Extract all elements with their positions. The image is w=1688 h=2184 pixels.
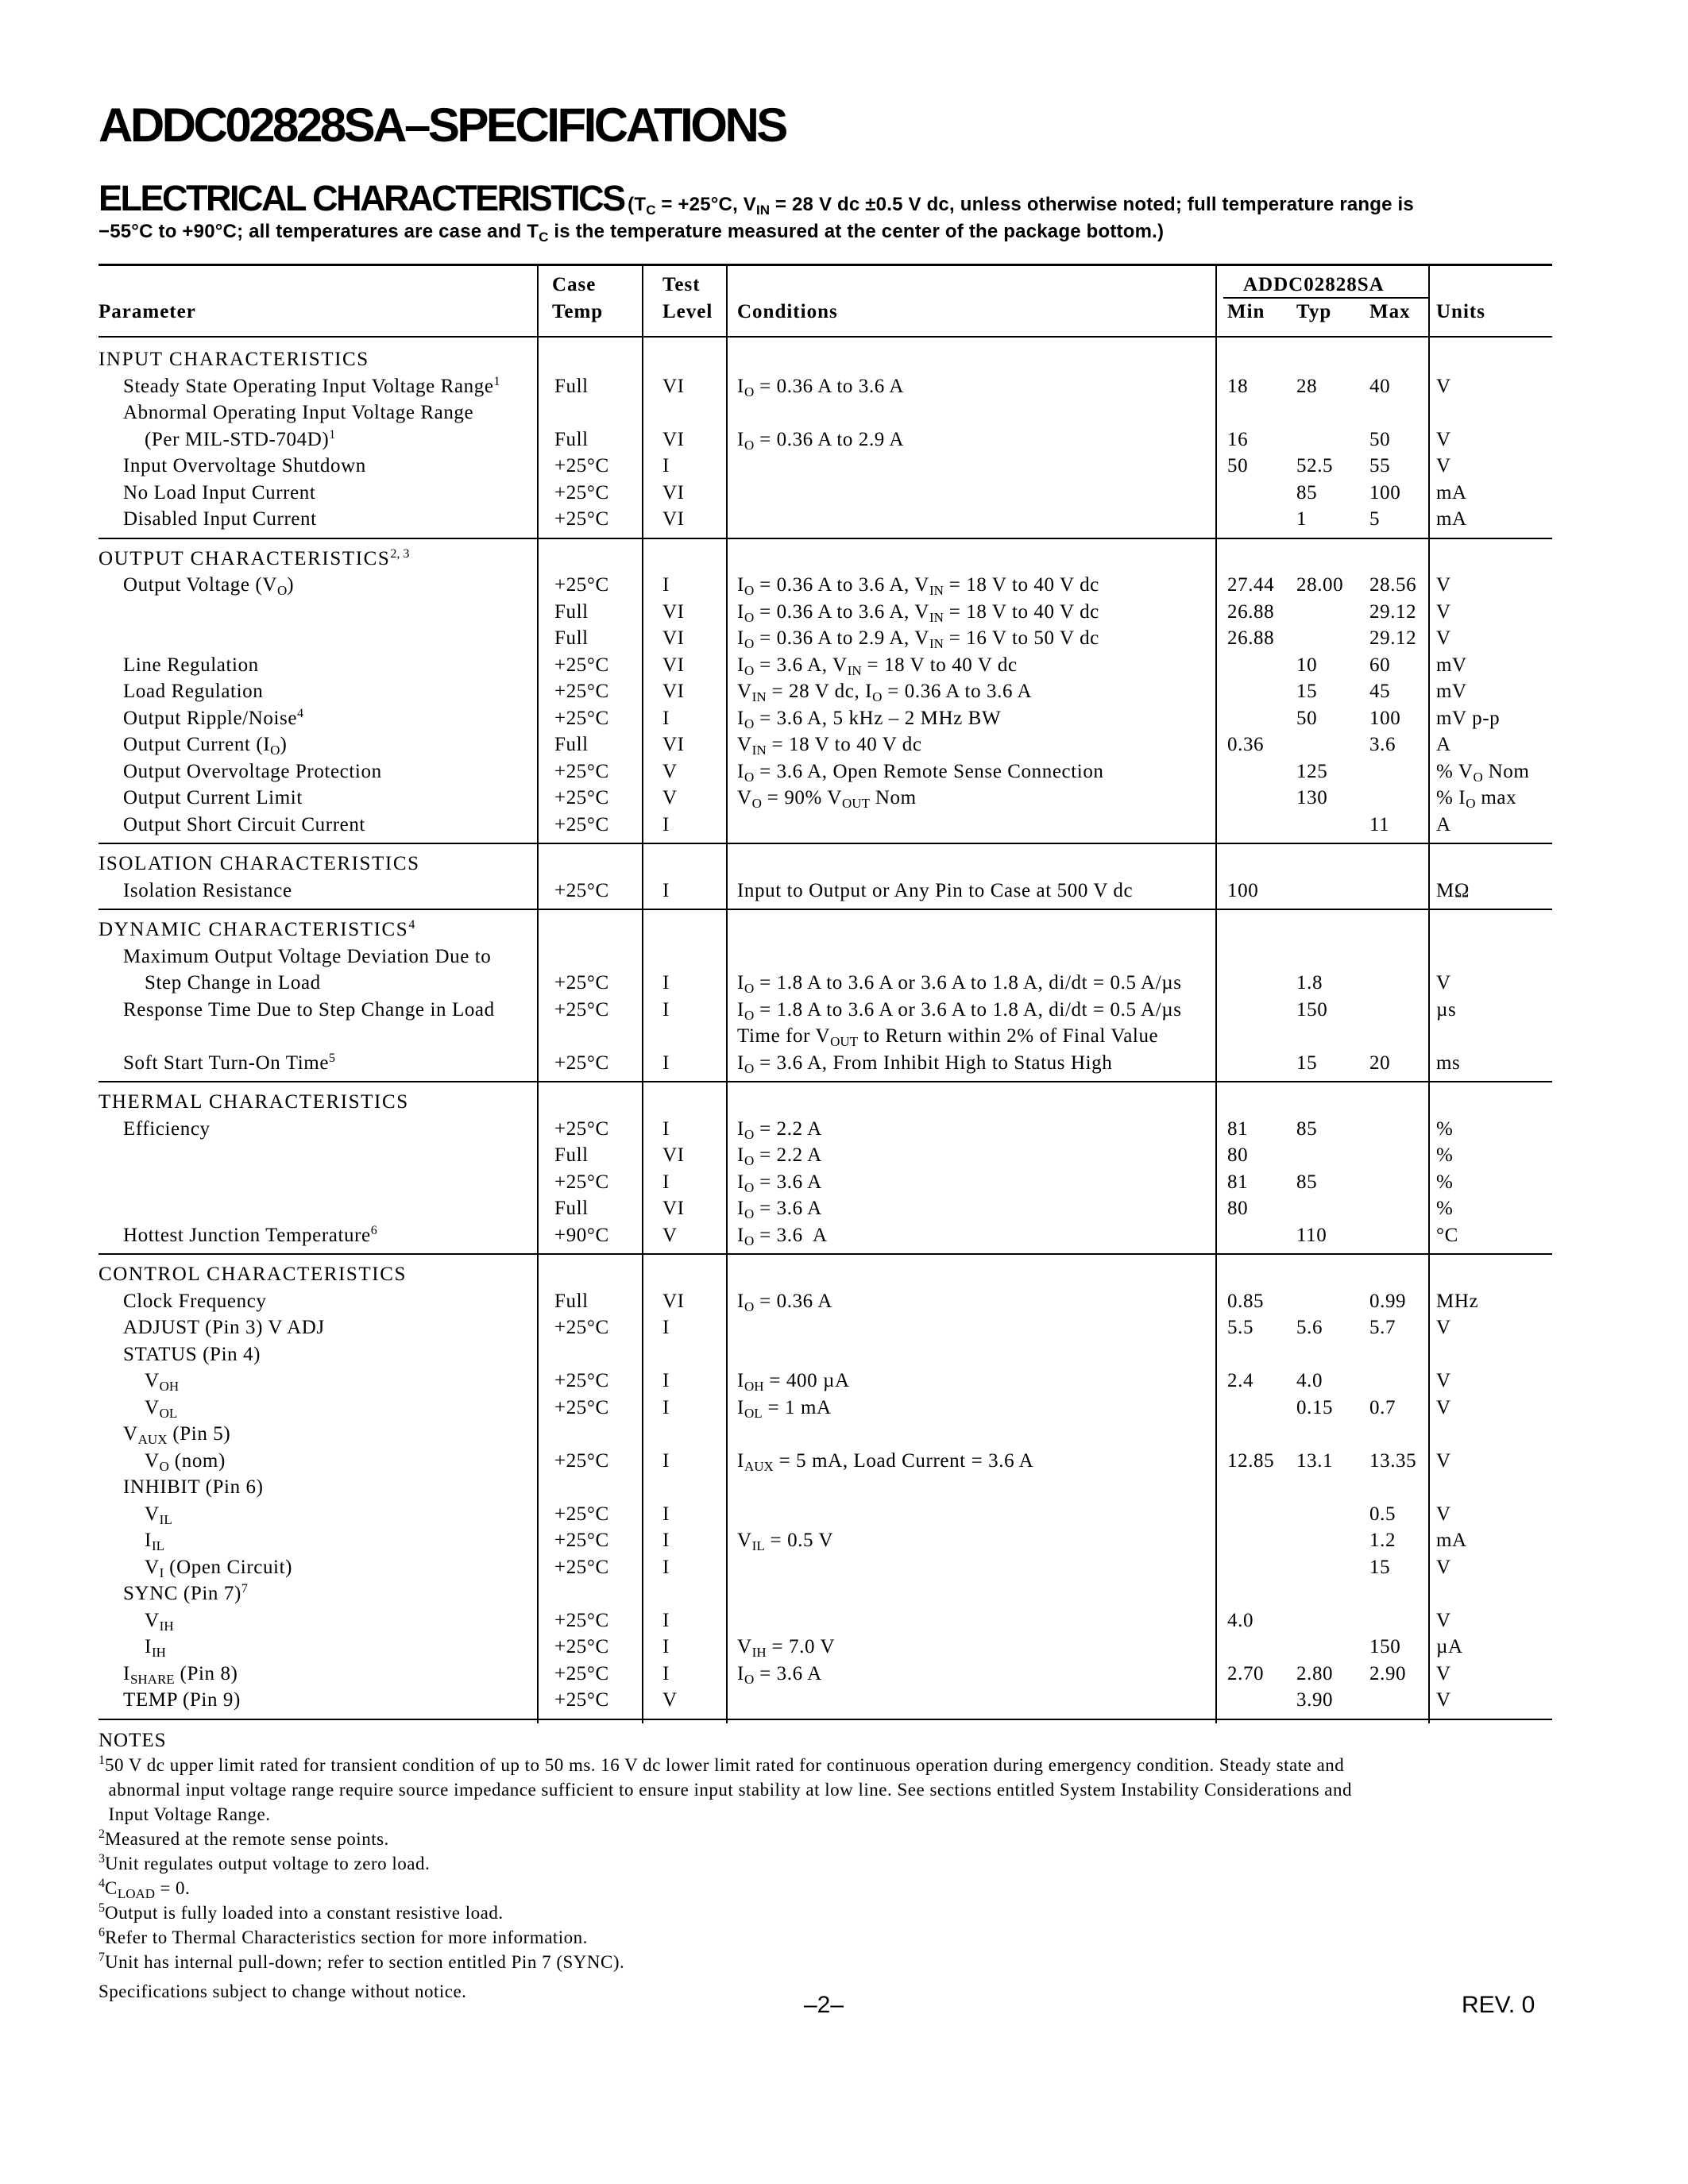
units: A (1436, 734, 1451, 755)
units: µA (1436, 1636, 1463, 1657)
param-label: $V_O$ (nom) (145, 1449, 226, 1474)
units: mV p-p (1436, 707, 1501, 729)
col-header-max: Max (1369, 301, 1411, 322)
param-label: Output Overvoltage Protection (123, 760, 382, 782)
case-temp: +25°C (554, 1636, 609, 1657)
case-temp: +25°C (554, 1556, 609, 1578)
case-temp: +25°C (554, 1449, 609, 1472)
param-label: Disabled Input Current (123, 508, 317, 530)
units: V (1436, 455, 1451, 477)
test-level: I (662, 1171, 670, 1193)
param-label: Maximum Output Voltage Deviation Due to (123, 945, 492, 967)
max-value: 5 (1369, 508, 1381, 530)
note-item: $^6$Refer to Thermal Characteristics section for more information. (98, 1926, 588, 1947)
param-label: Response Time Due to Step Change in Load (123, 998, 495, 1021)
typ-value: 13.1 (1296, 1449, 1334, 1472)
min-value: 0.36 (1227, 734, 1265, 755)
units: V (1436, 1689, 1451, 1711)
test-level: I (662, 707, 670, 729)
header-bottom-rule (98, 336, 1552, 338)
max-value: 28.56 (1369, 574, 1417, 596)
case-temp: Full (554, 375, 589, 397)
case-temp: Full (554, 627, 589, 649)
max-value: 100 (1369, 481, 1401, 504)
typ-value: 10 (1296, 654, 1318, 676)
test-level: VI (662, 734, 685, 755)
conditions: $V_{IN} = 28$ V dc, $I_O = 0.36$ A to 3.6 A (737, 681, 1033, 704)
col-header-units: Units (1436, 301, 1485, 322)
param-label: $V_{IH}$ (145, 1609, 174, 1634)
max-value: 29.12 (1369, 627, 1417, 649)
param-label: Hottest Junction Temperature$^6$ (123, 1223, 377, 1246)
conditions: $I_{AUX} = 5$ mA, Load Current = 3.6 A (737, 1449, 1034, 1474)
param-label: Clock Frequency (123, 1290, 267, 1312)
test-level: I (662, 1556, 670, 1578)
typ-value: 3.90 (1296, 1689, 1334, 1711)
typ-value: 85 (1296, 481, 1318, 504)
min-value: 80 (1227, 1144, 1249, 1166)
conditions: $I_{OH} = 400$ µA (737, 1370, 850, 1394)
case-temp: +25°C (554, 1503, 609, 1525)
units: V (1436, 1556, 1451, 1578)
test-level: VI (662, 627, 685, 649)
max-value: 11 (1369, 813, 1390, 835)
conditions: $V_O = 90\%$ $V_{OUT}$ Nom (737, 787, 917, 811)
conditions: $V_{IL} = 0.5$ V (737, 1530, 834, 1553)
conditions: $I_O = 2.2$ A (737, 1144, 822, 1168)
typ-value: 110 (1296, 1224, 1327, 1246)
typ-value: 15 (1296, 681, 1318, 702)
test-level: V (662, 1689, 678, 1711)
units: A (1436, 813, 1451, 835)
units: mA (1436, 481, 1467, 504)
case-temp: Full (554, 734, 589, 755)
test-level: I (662, 1370, 670, 1391)
param-label: Abnormal Operating Input Voltage Range (123, 402, 474, 423)
test-level: VI (662, 1290, 685, 1312)
case-temp: +25°C (554, 1396, 609, 1418)
case-temp: +25°C (554, 1530, 609, 1551)
max-value: 20 (1369, 1051, 1391, 1074)
units: V (1436, 1662, 1451, 1684)
param-label: $I_{SHARE}$ (Pin 8) (123, 1662, 238, 1687)
conditions: $I_{OL} = 1$ mA (737, 1396, 832, 1421)
case-temp: Full (554, 1144, 589, 1166)
param-label: Output Current Limit (123, 787, 303, 808)
section-title: OUTPUT CHARACTERISTICS$^{2, 3}$ (98, 546, 410, 569)
conditions: $I_O = 3.6$ A (737, 1171, 822, 1195)
min-value: 16 (1227, 428, 1249, 450)
typ-value: 28.00 (1296, 574, 1344, 596)
conditions: $I_O = 3.6$ A, From Inhibit High to Status High (737, 1051, 1113, 1076)
col-header-parameter: Parameter (98, 301, 196, 322)
units: MΩ (1436, 879, 1470, 901)
max-value: 150 (1369, 1636, 1401, 1657)
test-level: V (662, 1224, 678, 1246)
typ-value: 28 (1296, 375, 1318, 397)
case-temp: +25°C (554, 1689, 609, 1711)
units: V (1436, 627, 1451, 649)
case-temp: +25°C (554, 1117, 609, 1140)
note-item: $^4C_{LOAD} = 0$. (98, 1877, 191, 1901)
conditions: $I_O = 0.36$ A to 2.9 A, $V_{IN} = 16$ V to 50 V dc (737, 627, 1099, 651)
case-temp: +25°C (554, 998, 609, 1021)
section-divider (98, 1253, 1552, 1255)
min-value: 18 (1227, 375, 1249, 397)
test-level: I (662, 1051, 670, 1074)
min-value: 2.70 (1227, 1662, 1265, 1684)
column-divider (726, 265, 728, 1723)
param-label: $V_I$ (Open Circuit) (145, 1556, 293, 1580)
units: V (1436, 600, 1451, 623)
min-value: 100 (1227, 879, 1259, 901)
col-header-min: Min (1227, 301, 1265, 322)
section-divider (98, 1719, 1552, 1720)
case-temp: Full (554, 600, 589, 623)
test-level: VI (662, 1144, 685, 1166)
test-level: VI (662, 428, 685, 450)
units: V (1436, 1449, 1451, 1472)
column-divider (537, 265, 539, 1723)
max-value: 50 (1369, 428, 1391, 450)
min-value: 81 (1227, 1171, 1249, 1193)
param-label: Step Change in Load (145, 972, 321, 994)
param-label: Load Regulation (123, 681, 264, 702)
test-level: I (662, 1636, 670, 1657)
test-level: I (662, 1396, 670, 1418)
case-temp: +25°C (554, 1609, 609, 1631)
conditions: $I_O = 2.2$ A (737, 1117, 822, 1142)
section-divider (98, 909, 1552, 910)
min-value: 26.88 (1227, 600, 1275, 623)
param-label: $V_{AUX}$ (Pin 5) (123, 1423, 231, 1447)
typ-value: 150 (1296, 998, 1328, 1021)
conditions: $I_O = 3.6$ A (737, 1198, 822, 1221)
col-header-case: Temp (552, 301, 604, 322)
max-value: 2.90 (1369, 1662, 1407, 1684)
conditions: $I_O = 1.8$ A to 3.6 A or 3.6 A to 1.8 A, di/dt = 0.5 A/µs (737, 972, 1182, 996)
note-item: $^3$Unit regulates output voltage to zero load. (98, 1852, 431, 1873)
param-label: Output Voltage $(V_O)$ (123, 574, 295, 598)
max-value: 55 (1369, 455, 1391, 477)
col-header-level: Test (662, 274, 701, 295)
case-temp: +25°C (554, 972, 609, 994)
param-label: Output Current $(I_O)$ (123, 734, 288, 758)
min-value: 2.4 (1227, 1370, 1254, 1391)
units: V (1436, 972, 1451, 994)
max-value: 5.7 (1369, 1317, 1396, 1338)
case-temp: +25°C (554, 1051, 609, 1074)
case-temp: +25°C (554, 574, 609, 596)
disclaimer: Specifications subject to change without notice. (98, 1981, 467, 2001)
test-level: I (662, 813, 670, 835)
note-item: $^7$Unit has internal pull-down; refer to section entitled Pin 7 (SYNC). (98, 1951, 625, 1972)
test-level: I (662, 1530, 670, 1551)
col-header-level: Level (662, 301, 713, 322)
units: % (1436, 1171, 1454, 1193)
test-level: I (662, 1317, 670, 1338)
units: V (1436, 1609, 1451, 1631)
units: µs (1436, 998, 1457, 1021)
param-label: ADJUST (Pin 3) V ADJ (123, 1317, 325, 1338)
section-title: INPUT CHARACTERISTICS (98, 349, 369, 370)
case-temp: +25°C (554, 1171, 609, 1193)
conditions: $I_O = 3.6$ A, Open Remote Sense Connection (737, 760, 1104, 785)
param-label: Input Overvoltage Shutdown (123, 455, 366, 477)
conditions: $I_O = 3.6$ A (737, 1224, 828, 1248)
param-label: $V_{OL}$ (145, 1396, 178, 1421)
typ-value: 4.0 (1296, 1370, 1323, 1391)
test-level: I (662, 972, 670, 994)
param-label: Output Short Circuit Current (123, 813, 365, 835)
typ-value: 15 (1296, 1051, 1318, 1074)
test-conditions-line2: −55°C to +90°C; all temperatures are case and $T_C$ is the temperature measured at the center of the package bottom.) (98, 221, 1165, 245)
max-value: 0.7 (1369, 1396, 1396, 1418)
typ-value: 1 (1296, 508, 1308, 530)
test-level: VI (662, 600, 685, 623)
note-item: $^1$50 V dc upper limit rated for transient condition of up to 50 ms. 16 V dc lower limit rated for continuous operation during emergency condition. Steady state and abnormal input voltage range require source impedance sufficient to ensure input stability at low line. See sections entitled System Instability Considerations and Input Voltage Range. (98, 1754, 1352, 1824)
max-value: 29.12 (1369, 600, 1417, 623)
case-temp: Full (554, 1198, 589, 1219)
units: V (1436, 1396, 1451, 1418)
case-temp: +25°C (554, 707, 609, 729)
section-title: ELECTRICAL CHARACTERISTICS (98, 178, 624, 218)
conditions: $I_O = 1.8$ A to 3.6 A or 3.6 A to 1.8 A, di/dt = 0.5 A/µs (737, 998, 1182, 1023)
param-label: TEMP (Pin 9) (123, 1689, 241, 1711)
max-value: 0.5 (1369, 1503, 1396, 1525)
col-header-typ: Typ (1296, 301, 1332, 322)
typ-value: 2.80 (1296, 1662, 1334, 1684)
case-temp: +25°C (554, 681, 609, 702)
units: % (1436, 1144, 1454, 1166)
table-top-rule (98, 264, 1552, 266)
units: V (1436, 574, 1451, 596)
note-item: $^5$Output is fully loaded into a constant resistive load. (98, 1901, 504, 1923)
test-level: VI (662, 375, 685, 397)
section-title: THERMAL CHARACTERISTICS (98, 1091, 409, 1113)
case-temp: Full (554, 428, 589, 450)
typ-value: 85 (1296, 1171, 1318, 1193)
units: % (1436, 1117, 1454, 1140)
min-value: 5.5 (1227, 1317, 1254, 1338)
case-temp: +90°C (554, 1224, 609, 1246)
typ-value: 85 (1296, 1117, 1318, 1140)
units: V (1436, 1503, 1451, 1525)
typ-value: 50 (1296, 707, 1318, 729)
section-title: DYNAMIC CHARACTERISTICS$^4$ (98, 918, 415, 940)
test-level: I (662, 1503, 670, 1525)
conditions: Time for $V_{OUT}$ to Return within 2% of Final Value (737, 1025, 1159, 1049)
case-temp: +25°C (554, 813, 609, 835)
param-label: Line Regulation (123, 654, 259, 676)
typ-value: 130 (1296, 787, 1328, 808)
units: % (1436, 1198, 1454, 1219)
test-level: I (662, 455, 670, 477)
min-value: 0.85 (1227, 1290, 1265, 1312)
page-number: –2– (804, 1992, 844, 2018)
units: V (1436, 375, 1451, 397)
test-level: V (662, 760, 678, 782)
max-value: 60 (1369, 654, 1391, 676)
conditions: $I_O = 0.36$ A (737, 1290, 832, 1314)
conditions: $V_{IN} = 18$ V to 40 V dc (737, 734, 922, 758)
units: V (1436, 1370, 1451, 1391)
max-value: 40 (1369, 375, 1391, 397)
test-level: V (662, 787, 678, 808)
param-label: INHIBIT (Pin 6) (123, 1476, 264, 1498)
column-divider (1428, 265, 1430, 1723)
conditions: $I_O = 0.36$ A to 2.9 A (737, 428, 905, 453)
min-value: 50 (1227, 455, 1249, 477)
conditions: $I_O = 3.6$ A, $V_{IN} = 18$ V to 40 V dc (737, 654, 1018, 678)
test-level: I (662, 1609, 670, 1631)
max-value: 45 (1369, 681, 1391, 702)
case-temp: +25°C (554, 787, 609, 808)
units: % $V_O$ Nom (1436, 760, 1530, 785)
case-temp: +25°C (554, 481, 609, 504)
param-label: Soft Start Turn-On Time$^5$ (123, 1051, 336, 1074)
conditions: $V_{IH} = 7.0$ V (737, 1636, 836, 1660)
column-divider (1215, 265, 1217, 1723)
test-conditions-line1: ($T_C = +25^\circ C$, $V_{IN} = 28$ V dc ±0.5 V dc, unless otherwise noted; full temperature range is (628, 194, 1414, 218)
max-value: 3.6 (1369, 734, 1396, 755)
units: % $I_O$ max (1436, 787, 1517, 811)
notes-heading: NOTES (98, 1730, 167, 1751)
test-level: I (662, 1662, 670, 1684)
test-level: I (662, 879, 670, 901)
typ-value: 1.8 (1296, 972, 1323, 994)
units: mV (1436, 654, 1467, 676)
test-level: I (662, 1449, 670, 1472)
param-label: Isolation Resistance (123, 879, 292, 901)
test-level: I (662, 998, 670, 1021)
param-label: (Per MIL-STD-704D)$^1$ (145, 427, 336, 450)
param-label: SYNC (Pin 7)$^7$ (123, 1582, 248, 1604)
min-value: 4.0 (1227, 1609, 1254, 1631)
test-level: VI (662, 1198, 685, 1219)
page-title: ADDC02828SA–SPECIFICATIONS (98, 98, 786, 152)
conditions: $I_O = 0.36$ A to 3.6 A, $V_{IN} = 18$ V to 40 V dc (737, 600, 1099, 625)
units: mA (1436, 508, 1467, 530)
col-header-conditions: Conditions (737, 301, 838, 322)
section-heading (98, 178, 1552, 243)
min-value: 27.44 (1227, 574, 1275, 596)
min-value: 80 (1227, 1198, 1249, 1219)
param-label: $I_{IH}$ (145, 1636, 166, 1660)
typ-value: 0.15 (1296, 1396, 1334, 1418)
param-label: Output Ripple/Noise$^4$ (123, 706, 304, 729)
test-level: I (662, 1117, 670, 1140)
param-label: No Load Input Current (123, 481, 316, 504)
section-title: ISOLATION CHARACTERISTICS (98, 853, 420, 874)
test-level: VI (662, 481, 685, 504)
section-divider (98, 1081, 1552, 1082)
max-value: 1.2 (1369, 1530, 1396, 1551)
col-header-case: Case (552, 274, 597, 295)
param-label: STATUS (Pin 4) (123, 1343, 261, 1365)
section-title: CONTROL CHARACTERISTICS (98, 1264, 407, 1285)
min-value: 26.88 (1227, 627, 1275, 649)
param-label: Efficiency (123, 1117, 211, 1140)
case-temp: +25°C (554, 760, 609, 782)
test-level: I (662, 574, 670, 596)
typ-value: 5.6 (1296, 1317, 1323, 1338)
conditions: $I_O = 0.36$ A to 3.6 A, $V_{IN} = 18$ V to 40 V dc (737, 574, 1099, 598)
revision: REV. 0 (1462, 1992, 1535, 2018)
case-temp: +25°C (554, 455, 609, 477)
test-level: VI (662, 681, 685, 702)
case-temp: +25°C (554, 654, 609, 676)
max-value: 0.99 (1369, 1290, 1407, 1312)
units: °C (1436, 1224, 1458, 1246)
param-label: Steady State Operating Input Voltage Range$^1$ (123, 374, 500, 397)
case-temp: +25°C (554, 879, 609, 901)
max-value: 15 (1369, 1556, 1391, 1578)
param-label: $I_{IL}$ (145, 1530, 164, 1553)
notes (98, 1728, 1552, 2004)
case-temp: Full (554, 1290, 589, 1312)
section-divider (98, 538, 1552, 539)
conditions: $I_O = 3.6$ A, 5 kHz – 2 MHz BW (737, 707, 1002, 731)
units: mV (1436, 681, 1467, 702)
units: V (1436, 428, 1451, 450)
case-temp: +25°C (554, 508, 609, 530)
conditions: $I_O = 3.6$ A (737, 1662, 822, 1687)
note-item: $^2$Measured at the remote sense points. (98, 1827, 389, 1849)
param-label: $V_{OH}$ (145, 1370, 180, 1394)
units: ms (1436, 1051, 1461, 1074)
test-level: VI (662, 508, 685, 530)
section-divider (98, 843, 1552, 844)
column-divider (642, 265, 643, 1723)
units: mA (1436, 1530, 1467, 1551)
part-header-underline (1223, 297, 1428, 299)
units: MHz (1436, 1290, 1479, 1312)
max-value: 100 (1369, 707, 1401, 729)
col-header-part: ADDC02828SA (1243, 274, 1385, 295)
typ-value: 52.5 (1296, 455, 1334, 477)
case-temp: +25°C (554, 1370, 609, 1391)
typ-value: 125 (1296, 760, 1328, 782)
min-value: 12.85 (1227, 1449, 1275, 1472)
conditions: Input to Output or Any Pin to Case at 500 V dc (737, 879, 1134, 901)
case-temp: +25°C (554, 1317, 609, 1338)
test-level: VI (662, 654, 685, 676)
case-temp: +25°C (554, 1662, 609, 1684)
min-value: 81 (1227, 1117, 1249, 1140)
units: V (1436, 1317, 1451, 1338)
conditions: $I_O = 0.36$ A to 3.6 A (737, 375, 905, 399)
param-label: $V_{IL}$ (145, 1503, 172, 1527)
max-value: 13.35 (1369, 1449, 1417, 1472)
